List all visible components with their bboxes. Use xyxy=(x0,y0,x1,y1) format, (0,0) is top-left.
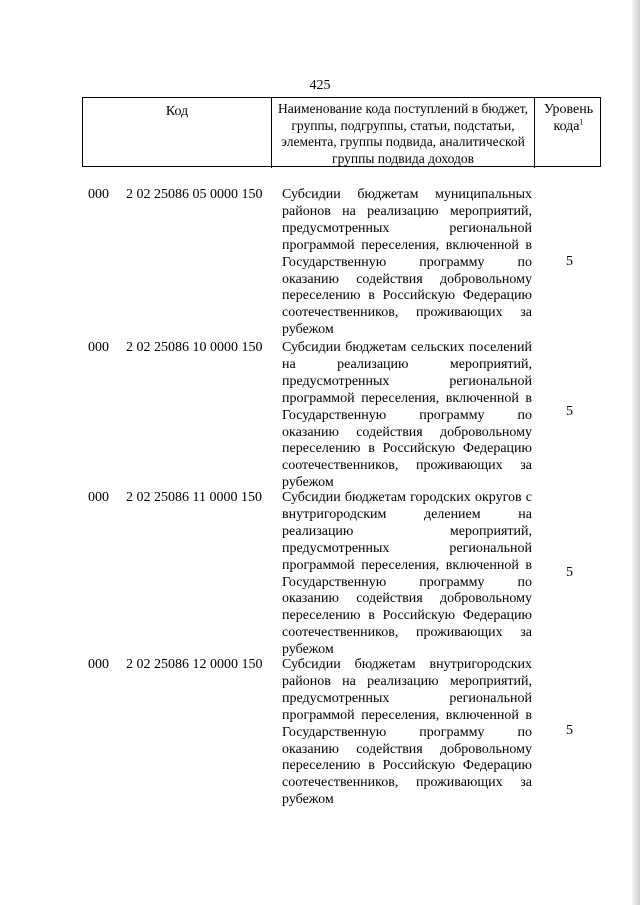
row-level: 5 xyxy=(566,723,573,738)
row-level: 5 xyxy=(566,565,573,580)
row-admin-code: 000 xyxy=(88,187,109,202)
table-header xyxy=(82,97,601,167)
row-income-name: Субсидии бюджетам внутригородских районов на реализацию мероприятий, предусмотренных региональной программой переселения, включенной в Государственную программу по оказанию содействия добровольному переселению в Российскую Федерацию соотечественников, проживающих за рубежом xyxy=(282,657,532,808)
row-admin-code: 000 xyxy=(88,340,109,355)
page-number: 425 xyxy=(309,78,331,93)
header-bottom-rule xyxy=(82,166,601,167)
header-level-footnote: 1 xyxy=(579,117,584,127)
row-income-name: Субсидии бюджетам городских округов с внутригородским делением на реализацию мероприятий, предусмотренных региональной программой переселения, включенной в Государственную программу по оказанию содействия добровольному переселению в Российскую Федерацию соотечественников, проживающих за рубежом xyxy=(282,490,532,658)
row-income-name: Субсидии бюджетам муниципальных районов на реализацию мероприятий, предусмотренных региональной программой переселения, включенной в Государственную программу по оказанию содействия добровольному переселению в Российскую Федерацию соотечественников, проживающих за рубежом xyxy=(282,187,532,338)
row-level: 5 xyxy=(566,254,573,269)
scan-edge-shadow xyxy=(632,0,640,905)
row-income-name: Субсидии бюджетам сельских поселений на реализацию мероприятий, предусмотренных региональной программой переселения, включенной в Государственную программу по оказанию содействия добровольному переселению в Российскую Федерацию соотечественников, проживающих за рубежом xyxy=(282,340,532,491)
row-income-code: 2 02 25086 10 0000 150 xyxy=(126,340,263,355)
row-income-code: 2 02 25086 05 0000 150 xyxy=(126,187,263,202)
header-level xyxy=(535,98,602,168)
row-income-code: 2 02 25086 11 0000 150 xyxy=(126,490,262,505)
header-code: Код xyxy=(83,98,272,168)
row-admin-code: 000 xyxy=(88,490,109,505)
header-level-label: Уровень кода xyxy=(543,102,594,134)
row-level: 5 xyxy=(566,404,573,419)
row-income-code: 2 02 25086 12 0000 150 xyxy=(126,657,263,672)
header-name: Наименование кода поступлений в бюджет, группы, подгруппы, статьи, подстатьи, элемента, группы подвида, аналитической группы подвида доходов xyxy=(272,98,535,168)
row-admin-code: 000 xyxy=(88,657,109,672)
